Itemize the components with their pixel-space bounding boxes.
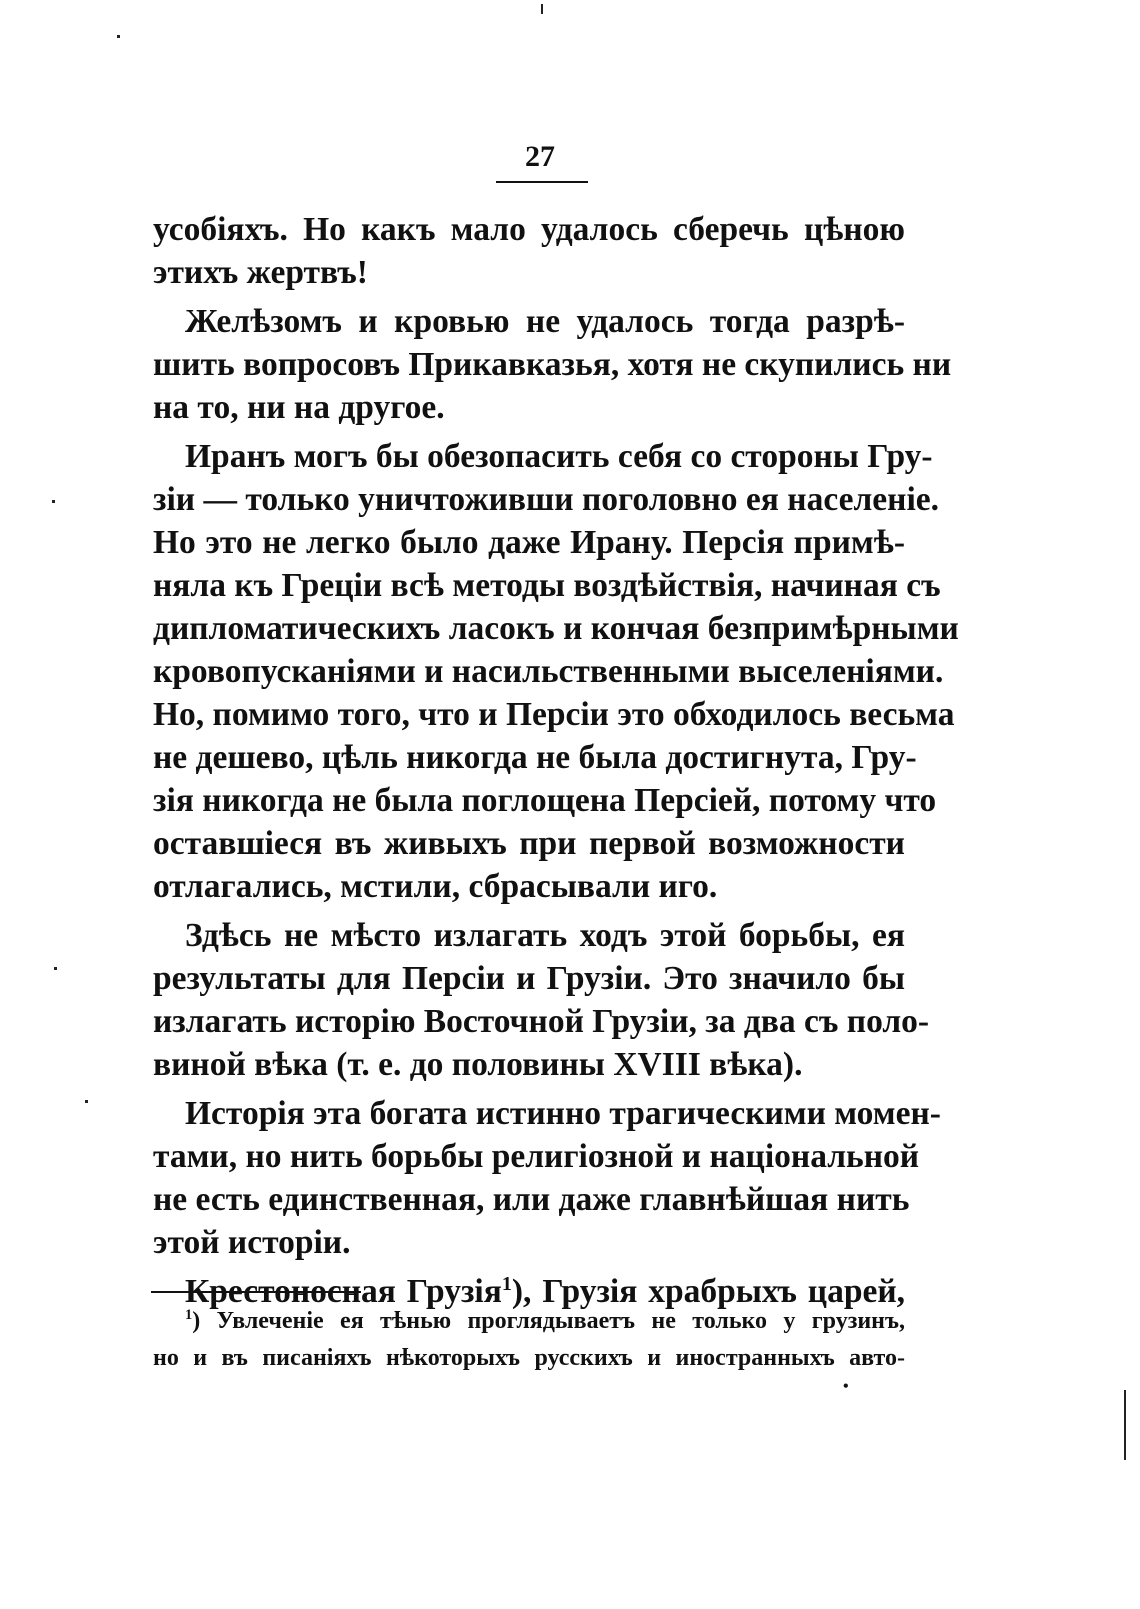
text-line: усобіяхъ. Но какъ мало удалось сберечь цѣною [153, 211, 905, 248]
scan-speck [541, 4, 543, 14]
text-line: Но это не легко было даже Ирану. Персія примѣ- [153, 524, 905, 561]
footnote-reference[interactable]: 1 [501, 1272, 512, 1295]
text-line: виной вѣка (т. е. до половины XVIII вѣка). [153, 1046, 803, 1083]
text-fragment: Крестоносная Грузія [185, 1273, 502, 1310]
text-line: оставшіеся въ живыхъ при первой возможности [153, 825, 905, 862]
footnote-line [153, 1303, 905, 1340]
scan-speck [52, 500, 55, 503]
page-number-rule [496, 181, 588, 183]
scan-speck [54, 967, 57, 970]
page-number: 27 [525, 140, 555, 173]
text-line: зіи — только уничтоживши поголовно ея населеніе. [153, 481, 940, 518]
text-line: не есть единственная, или даже главнѣйшая нить [153, 1181, 910, 1218]
text-fragment: ), Грузія храбрыхъ царей, [511, 1273, 906, 1310]
text-line: кровопусканіями и насильственными выселеніями. [153, 653, 944, 690]
text-line: не дешево, цѣль никогда не была достигнута, Гру- [153, 739, 917, 776]
text-line: на то, ни на другое. [153, 389, 445, 426]
scan-speck [117, 35, 120, 38]
footnote-rule [151, 1291, 361, 1293]
text-line: этой исторіи. [153, 1224, 351, 1261]
footnote-line: но и въ писаніяхъ нѣкоторыхъ русскихъ и иностранныхъ авто- [153, 1345, 905, 1371]
text-line: Здѣсь не мѣсто излагать ходъ этой борьбы, ея [185, 917, 905, 954]
text-line: няла къ Греціи всѣ методы воздѣйствія, начиная съ [153, 567, 941, 604]
body-text [153, 208, 959, 1313]
text-line: этихъ жертвъ! [153, 254, 368, 291]
footnote-marker: 1 [185, 1307, 193, 1323]
scan-speck: • [843, 1378, 849, 1395]
scan-edge-line [1124, 1390, 1126, 1460]
text-line: излагать исторію Восточной Грузіи, за два съ поло- [153, 1003, 930, 1040]
text-line: Но, помимо того, что и Персіи это обходилось весьма [153, 696, 955, 733]
text-line: отлагались, мстили, сбрасывали иго. [153, 868, 718, 905]
scan-speck [85, 1100, 88, 1103]
text-line: Исторія эта богата истинно трагическими момен- [185, 1095, 941, 1132]
text-line: тами, но нить борьбы религіозной и національной [153, 1138, 920, 1175]
footnote-text: ) Увлеченіе ея тѣнью проглядываетъ не только у грузинъ, [192, 1308, 905, 1334]
text-line: результаты для Персіи и Грузіи. Это значило бы [153, 960, 905, 997]
text-line: шить вопросовъ Прикавказья, хотя не скупились ни [153, 346, 952, 383]
text-line: зія никогда не была поглощена Персіей, потому что [153, 782, 937, 819]
text-line: Иранъ могъ бы обезопасить себя со стороны Гру- [185, 438, 933, 475]
text-line: Желѣзомъ и кровью не удалось тогда разрѣ- [185, 303, 905, 340]
footnotes [153, 1303, 905, 1377]
text-line: дипломатическихъ ласокъ и кончая безпримѣрными [153, 610, 959, 647]
